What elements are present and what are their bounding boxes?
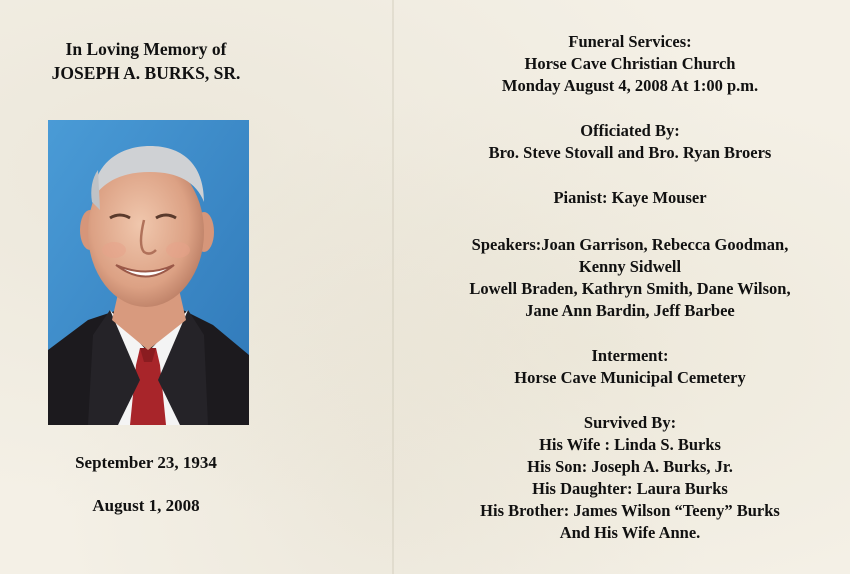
death-date: August 1, 2008: [92, 496, 200, 515]
pianist: Pianist: Kaye Mouser: [553, 188, 707, 207]
funeral-location: Horse Cave Christian Church: [524, 54, 736, 73]
speakers-line-2: Kenny Sidwell: [578, 257, 682, 276]
officiated-names: Bro. Steve Stovall and Bro. Ryan Broers: [488, 143, 772, 162]
birth-date: September 23, 1934: [75, 453, 217, 472]
interment-heading: Interment:: [591, 346, 669, 365]
speakers-line-4: Jane Ann Bardin, Jeff Barbee: [525, 301, 735, 320]
portrait-photo: [48, 120, 249, 425]
survived-son: His Son: Joseph A. Burks, Jr.: [527, 457, 733, 476]
left-panel: [0, 0, 292, 574]
memory-heading: In Loving Memory of: [65, 39, 227, 59]
survived-wife: His Wife : Linda S. Burks: [539, 435, 721, 454]
speakers-line-1: Speakers:Joan Garrison, Rebecca Goodman,: [471, 235, 789, 254]
interment-place: Horse Cave Municipal Cemetery: [514, 368, 746, 387]
officiated-heading: Officiated By:: [580, 121, 680, 140]
survived-brother: His Brother: James Wilson “Teeny” Burks: [480, 501, 780, 520]
speakers-line-3: Lowell Braden, Kathryn Smith, Dane Wilson,: [469, 279, 791, 298]
deceased-name: JOSEPH A. BURKS, SR.: [51, 63, 241, 83]
card-fold-line: [392, 0, 394, 574]
survived-daughter: His Daughter: Laura Burks: [532, 479, 728, 498]
survived-brother-wife: And His Wife Anne.: [559, 523, 701, 542]
funeral-heading: Funeral Services:: [568, 32, 692, 51]
right-panel: [420, 0, 840, 574]
portrait-photo-illustration: [48, 120, 249, 425]
survived-heading: Survived By:: [583, 413, 677, 432]
funeral-datetime: Monday August 4, 2008 At 1:00 p.m.: [501, 76, 759, 95]
